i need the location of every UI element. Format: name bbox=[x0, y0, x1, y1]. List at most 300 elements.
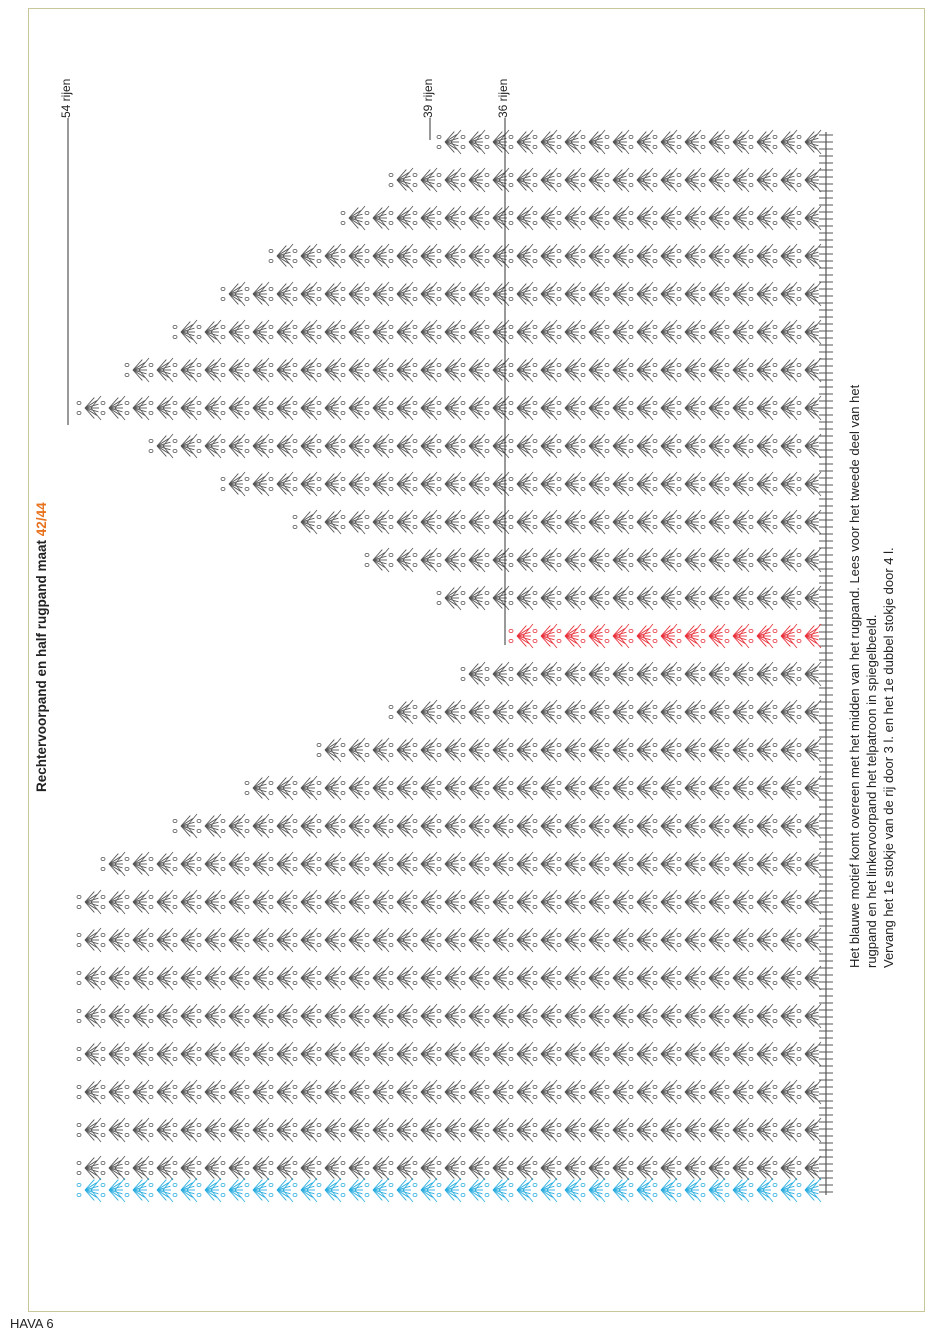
shell-motif bbox=[293, 1178, 317, 1202]
shell-motif bbox=[773, 434, 797, 458]
shell-motif bbox=[749, 890, 773, 914]
shell-motif bbox=[413, 738, 437, 762]
shell-motif bbox=[437, 852, 461, 876]
shell-motif bbox=[149, 1156, 173, 1180]
shell-motif bbox=[677, 434, 701, 458]
shell-motif bbox=[293, 814, 317, 838]
shell-motif bbox=[725, 624, 749, 648]
shell-motif bbox=[269, 852, 293, 876]
shell-motif bbox=[461, 776, 485, 800]
shell-motif bbox=[509, 168, 533, 192]
shell-motif bbox=[245, 1080, 269, 1104]
shell-motif bbox=[149, 890, 173, 914]
shell-motif bbox=[173, 358, 197, 382]
shell-motif bbox=[557, 928, 581, 952]
shell-motif bbox=[413, 320, 437, 344]
shell-motif bbox=[557, 396, 581, 420]
shell-motif bbox=[581, 1004, 605, 1028]
shell-motif bbox=[197, 1042, 221, 1066]
shell-motif bbox=[701, 700, 725, 724]
shell-motif bbox=[725, 244, 749, 268]
shell-motif bbox=[269, 1080, 293, 1104]
shell-motif bbox=[125, 1178, 149, 1202]
shell-motif bbox=[749, 814, 773, 838]
shell-motif bbox=[725, 396, 749, 420]
shell-motif bbox=[749, 852, 773, 876]
shell-motif bbox=[797, 966, 821, 990]
shell-motif bbox=[533, 1178, 557, 1202]
shell-motif bbox=[293, 776, 317, 800]
shell-motif bbox=[485, 890, 509, 914]
shell-motif bbox=[197, 396, 221, 420]
shell-motif bbox=[581, 852, 605, 876]
row-marker-lines bbox=[68, 118, 505, 645]
shell-motif bbox=[701, 206, 725, 230]
shell-motif bbox=[365, 548, 389, 572]
shell-motif bbox=[533, 358, 557, 382]
shell-motif bbox=[557, 738, 581, 762]
shell-motif bbox=[245, 434, 269, 458]
shell-motif bbox=[629, 548, 653, 572]
shell-motif bbox=[749, 1042, 773, 1066]
shell-motif bbox=[269, 1042, 293, 1066]
shell-motif bbox=[581, 510, 605, 534]
shell-motif bbox=[749, 700, 773, 724]
shell-motif bbox=[701, 1178, 725, 1202]
shell-motif bbox=[125, 358, 149, 382]
shell-motif bbox=[605, 244, 629, 268]
shell-motif bbox=[653, 1178, 677, 1202]
shell-motif bbox=[605, 510, 629, 534]
shell-motif bbox=[269, 1004, 293, 1028]
shell-motif bbox=[677, 1178, 701, 1202]
shell-motif bbox=[125, 1080, 149, 1104]
shell-motif bbox=[365, 320, 389, 344]
shell-motif bbox=[797, 624, 821, 648]
shell-motif bbox=[149, 1080, 173, 1104]
shell-motif bbox=[485, 1004, 509, 1028]
shell-motif bbox=[749, 624, 773, 648]
shell-motif bbox=[365, 1156, 389, 1180]
shell-motif bbox=[509, 510, 533, 534]
shell-motif bbox=[413, 1004, 437, 1028]
shell-motif bbox=[797, 852, 821, 876]
shell-motif bbox=[293, 1118, 317, 1142]
shell-motif bbox=[725, 168, 749, 192]
shell-motif bbox=[437, 1042, 461, 1066]
shell-motif bbox=[677, 358, 701, 382]
shell-motif bbox=[365, 814, 389, 838]
shell-motif bbox=[461, 434, 485, 458]
shell-motif bbox=[317, 776, 341, 800]
shell-motif bbox=[341, 244, 365, 268]
shell-motif bbox=[581, 738, 605, 762]
shell-motif bbox=[725, 852, 749, 876]
shell-motif bbox=[437, 130, 461, 154]
shell-motif bbox=[365, 510, 389, 534]
shell-motif bbox=[725, 1178, 749, 1202]
shell-motif bbox=[701, 1080, 725, 1104]
shell-motif bbox=[701, 168, 725, 192]
shell-motif bbox=[629, 966, 653, 990]
shell-motif bbox=[725, 358, 749, 382]
shell-motif bbox=[653, 700, 677, 724]
row-label-36: 36 rijen bbox=[496, 78, 510, 118]
shell-motif bbox=[557, 130, 581, 154]
shell-motif bbox=[701, 586, 725, 610]
shell-motif bbox=[581, 1156, 605, 1180]
shell-motif bbox=[221, 966, 245, 990]
shell-motif bbox=[581, 396, 605, 420]
shell-motif bbox=[653, 738, 677, 762]
shell-motif bbox=[485, 1118, 509, 1142]
shell-motif bbox=[461, 510, 485, 534]
row-label-39: 39 rijen bbox=[421, 78, 435, 118]
shell-motif bbox=[725, 966, 749, 990]
shell-motif bbox=[221, 434, 245, 458]
shell-motif bbox=[557, 624, 581, 648]
shell-motif bbox=[341, 206, 365, 230]
shell-motif bbox=[605, 852, 629, 876]
shell-motif bbox=[773, 776, 797, 800]
shell-motif bbox=[389, 1004, 413, 1028]
shell-motif bbox=[293, 1080, 317, 1104]
shell-motif bbox=[269, 1118, 293, 1142]
shell-motif bbox=[461, 1004, 485, 1028]
shell-motif bbox=[509, 624, 533, 648]
shell-motif bbox=[437, 966, 461, 990]
shell-motif bbox=[725, 130, 749, 154]
shell-motif bbox=[293, 1156, 317, 1180]
shell-motif bbox=[749, 776, 773, 800]
shell-motif bbox=[701, 130, 725, 154]
shell-motif bbox=[461, 586, 485, 610]
shell-motif bbox=[797, 814, 821, 838]
shell-motif bbox=[773, 852, 797, 876]
shell-motif bbox=[701, 662, 725, 686]
shell-motif bbox=[773, 282, 797, 306]
shell-motif bbox=[749, 282, 773, 306]
shell-motif bbox=[77, 1042, 101, 1066]
shell-motif bbox=[461, 928, 485, 952]
shell-motif bbox=[317, 282, 341, 306]
shell-motif bbox=[701, 1118, 725, 1142]
shell-motif bbox=[197, 1118, 221, 1142]
shell-motif bbox=[389, 814, 413, 838]
shell-motif bbox=[317, 890, 341, 914]
shell-motif bbox=[749, 472, 773, 496]
shell-motif bbox=[317, 1080, 341, 1104]
shell-motif bbox=[221, 396, 245, 420]
shell-motif bbox=[701, 282, 725, 306]
shell-motif bbox=[797, 1042, 821, 1066]
note-line-2: rugpand en het linkervoorpand het telpatroon in spiegelbeeld. bbox=[864, 614, 879, 968]
shell-motif bbox=[341, 776, 365, 800]
shell-motif bbox=[197, 320, 221, 344]
shell-motif bbox=[629, 168, 653, 192]
shell-motif bbox=[413, 510, 437, 534]
shell-motif bbox=[173, 396, 197, 420]
shell-motif bbox=[221, 890, 245, 914]
shell-motif bbox=[365, 852, 389, 876]
shell-motif bbox=[461, 396, 485, 420]
shell-motif bbox=[797, 206, 821, 230]
shell-motif bbox=[701, 396, 725, 420]
shell-motif bbox=[677, 624, 701, 648]
shell-motif bbox=[773, 510, 797, 534]
shell-motif bbox=[533, 244, 557, 268]
shell-motif bbox=[221, 320, 245, 344]
shell-motif bbox=[389, 282, 413, 306]
shell-motif bbox=[701, 928, 725, 952]
shell-motif bbox=[557, 814, 581, 838]
shell-motif bbox=[797, 396, 821, 420]
shell-motif bbox=[725, 1118, 749, 1142]
shell-motif bbox=[461, 662, 485, 686]
shell-motif bbox=[557, 852, 581, 876]
shell-motif bbox=[629, 852, 653, 876]
shell-motif bbox=[797, 1156, 821, 1180]
shell-motif bbox=[677, 548, 701, 572]
shell-motif bbox=[389, 776, 413, 800]
shell-motif bbox=[797, 662, 821, 686]
shell-motif bbox=[437, 244, 461, 268]
shell-motif bbox=[437, 738, 461, 762]
shell-motif bbox=[653, 890, 677, 914]
shell-motif bbox=[701, 358, 725, 382]
shell-motif bbox=[317, 852, 341, 876]
shell-motif bbox=[197, 814, 221, 838]
shell-motif bbox=[485, 662, 509, 686]
shell-motif bbox=[293, 282, 317, 306]
shell-motif bbox=[653, 472, 677, 496]
shell-motif bbox=[389, 358, 413, 382]
shell-motif bbox=[413, 434, 437, 458]
shell-motif bbox=[317, 1178, 341, 1202]
shell-motif bbox=[677, 320, 701, 344]
shell-motif bbox=[173, 320, 197, 344]
shell-motif bbox=[725, 1004, 749, 1028]
shell-motif bbox=[173, 1080, 197, 1104]
shell-motif bbox=[197, 358, 221, 382]
shell-motif bbox=[461, 282, 485, 306]
shell-motif bbox=[797, 434, 821, 458]
shell-motif bbox=[629, 928, 653, 952]
shell-motif bbox=[581, 244, 605, 268]
shell-motif bbox=[557, 662, 581, 686]
shell-motif bbox=[413, 1178, 437, 1202]
shell-motif bbox=[413, 244, 437, 268]
shell-motif bbox=[533, 852, 557, 876]
stitch-grid bbox=[77, 130, 833, 1202]
shell-motif bbox=[341, 396, 365, 420]
shell-motif bbox=[629, 1004, 653, 1028]
shell-motif bbox=[533, 1080, 557, 1104]
shell-motif bbox=[629, 1178, 653, 1202]
shell-motif bbox=[725, 890, 749, 914]
shell-motif bbox=[701, 738, 725, 762]
shell-motif bbox=[389, 548, 413, 572]
shell-motif bbox=[653, 814, 677, 838]
shell-motif bbox=[461, 1178, 485, 1202]
shell-motif bbox=[725, 738, 749, 762]
shell-motif bbox=[797, 1118, 821, 1142]
shell-motif bbox=[725, 928, 749, 952]
shell-motif bbox=[101, 1178, 125, 1202]
shell-motif bbox=[677, 890, 701, 914]
shell-motif bbox=[629, 472, 653, 496]
shell-motif bbox=[677, 586, 701, 610]
shell-motif bbox=[773, 966, 797, 990]
shell-motif bbox=[461, 738, 485, 762]
shell-motif bbox=[749, 966, 773, 990]
shell-motif bbox=[197, 434, 221, 458]
shell-motif bbox=[605, 586, 629, 610]
shell-motif bbox=[629, 510, 653, 534]
shell-motif bbox=[701, 852, 725, 876]
shell-motif bbox=[773, 890, 797, 914]
shell-motif bbox=[413, 1156, 437, 1180]
shell-motif bbox=[341, 320, 365, 344]
shell-motif bbox=[773, 700, 797, 724]
shell-motif bbox=[437, 1004, 461, 1028]
shell-motif bbox=[605, 1042, 629, 1066]
shell-motif bbox=[413, 472, 437, 496]
shell-motif bbox=[461, 206, 485, 230]
shell-motif bbox=[365, 434, 389, 458]
shell-motif bbox=[149, 358, 173, 382]
shell-motif bbox=[245, 852, 269, 876]
shell-motif bbox=[509, 1178, 533, 1202]
shell-motif bbox=[509, 1118, 533, 1142]
shell-motif bbox=[749, 1080, 773, 1104]
shell-motif bbox=[173, 852, 197, 876]
shell-motif bbox=[701, 1042, 725, 1066]
shell-motif bbox=[365, 928, 389, 952]
shell-motif bbox=[533, 624, 557, 648]
shell-motif bbox=[557, 700, 581, 724]
shell-motif bbox=[653, 244, 677, 268]
shell-motif bbox=[437, 358, 461, 382]
shell-motif bbox=[533, 662, 557, 686]
shell-motif bbox=[725, 472, 749, 496]
shell-motif bbox=[389, 966, 413, 990]
shell-motif bbox=[389, 1042, 413, 1066]
shell-motif bbox=[389, 700, 413, 724]
shell-motif bbox=[581, 168, 605, 192]
shell-motif bbox=[461, 814, 485, 838]
shell-motif bbox=[317, 1042, 341, 1066]
shell-motif bbox=[701, 244, 725, 268]
shell-motif bbox=[413, 890, 437, 914]
shell-motif bbox=[677, 1004, 701, 1028]
shell-motif bbox=[509, 776, 533, 800]
shell-motif bbox=[437, 586, 461, 610]
shell-motif bbox=[557, 1004, 581, 1028]
shell-motif bbox=[365, 396, 389, 420]
shell-motif bbox=[485, 814, 509, 838]
shell-motif bbox=[557, 1042, 581, 1066]
shell-motif bbox=[221, 1156, 245, 1180]
shell-motif bbox=[653, 282, 677, 306]
shell-motif bbox=[629, 396, 653, 420]
shell-motif bbox=[125, 966, 149, 990]
shell-motif bbox=[317, 966, 341, 990]
shell-motif bbox=[389, 928, 413, 952]
shell-motif bbox=[557, 548, 581, 572]
shell-motif bbox=[605, 814, 629, 838]
shell-motif bbox=[677, 282, 701, 306]
shell-motif bbox=[725, 776, 749, 800]
shell-motif bbox=[725, 814, 749, 838]
shell-motif bbox=[437, 890, 461, 914]
shell-motif bbox=[557, 1118, 581, 1142]
shell-motif bbox=[533, 396, 557, 420]
shell-motif bbox=[653, 586, 677, 610]
shell-motif bbox=[485, 852, 509, 876]
shell-motif bbox=[725, 548, 749, 572]
shell-motif bbox=[437, 1178, 461, 1202]
shell-motif bbox=[341, 738, 365, 762]
shell-motif bbox=[797, 472, 821, 496]
shell-motif bbox=[581, 548, 605, 572]
shell-motif bbox=[389, 738, 413, 762]
shell-motif bbox=[293, 434, 317, 458]
shell-motif bbox=[461, 548, 485, 572]
shell-motif bbox=[701, 624, 725, 648]
shell-motif bbox=[221, 472, 245, 496]
shell-motif bbox=[557, 434, 581, 458]
shell-motif bbox=[773, 586, 797, 610]
shell-motif bbox=[341, 852, 365, 876]
shell-motif bbox=[629, 1118, 653, 1142]
shell-motif bbox=[365, 206, 389, 230]
shell-motif bbox=[533, 548, 557, 572]
shell-motif bbox=[725, 1042, 749, 1066]
shell-motif bbox=[701, 1156, 725, 1180]
shell-motif bbox=[701, 548, 725, 572]
shell-motif bbox=[101, 396, 125, 420]
note-line-1: Het blauwe motief komt overeen met het midden van het rugpand. Lees voor het tweede deel van het bbox=[847, 384, 862, 968]
shell-motif bbox=[629, 1156, 653, 1180]
shell-motif bbox=[605, 662, 629, 686]
shell-motif bbox=[557, 1156, 581, 1180]
shell-motif bbox=[581, 966, 605, 990]
shell-motif bbox=[437, 700, 461, 724]
shell-motif bbox=[341, 434, 365, 458]
shell-motif bbox=[389, 434, 413, 458]
shell-motif bbox=[629, 662, 653, 686]
shell-motif bbox=[557, 510, 581, 534]
shell-motif bbox=[293, 966, 317, 990]
shell-motif bbox=[701, 776, 725, 800]
shell-motif bbox=[341, 966, 365, 990]
shell-motif bbox=[413, 358, 437, 382]
shell-motif bbox=[605, 890, 629, 914]
shell-motif bbox=[461, 358, 485, 382]
shell-motif bbox=[437, 320, 461, 344]
shell-motif bbox=[245, 1178, 269, 1202]
row-label-54: 54 rijen bbox=[59, 78, 73, 118]
shell-motif bbox=[701, 890, 725, 914]
shell-motif bbox=[533, 168, 557, 192]
shell-motif bbox=[629, 1080, 653, 1104]
shell-motif bbox=[269, 396, 293, 420]
shell-motif bbox=[77, 1080, 101, 1104]
shell-motif bbox=[629, 814, 653, 838]
shell-motif bbox=[581, 206, 605, 230]
shell-motif bbox=[341, 928, 365, 952]
